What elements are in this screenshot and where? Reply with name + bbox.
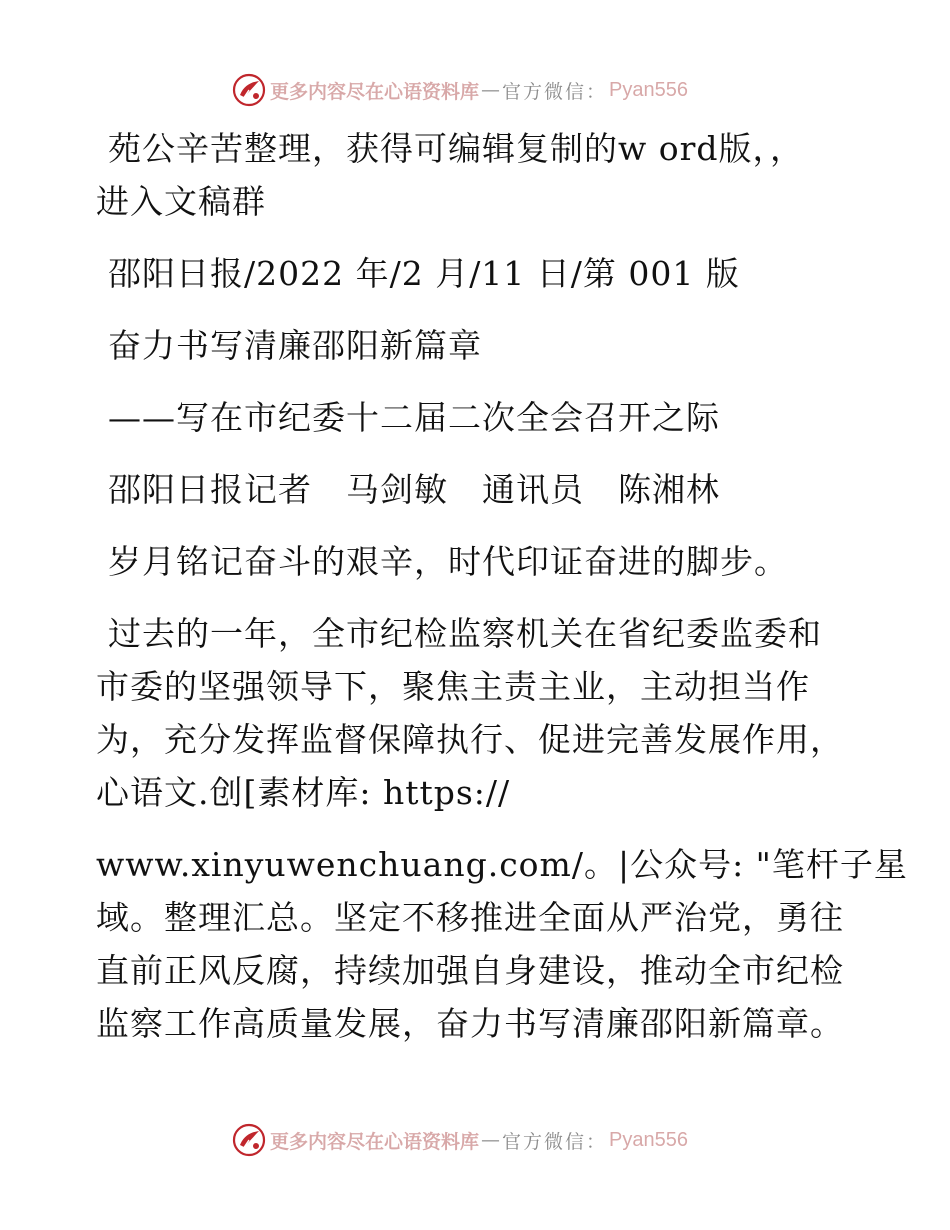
paragraph-line: www.xinyuwenchuang.com/。|公众号: "笔杆子星 xyxy=(96,845,908,884)
watermark-dash: — xyxy=(481,79,501,101)
article-body xyxy=(96,122,908,1050)
paragraph-line: 过去的一年，全市纪检监察机关在省纪委监委和 xyxy=(108,614,822,653)
paragraph-line: 心语文.创[素材库: https:// xyxy=(96,773,511,812)
byline: 邵阳日报记者 马剑敏 通讯员 陈湘林 xyxy=(108,470,720,509)
paragraph-line: 直前正风反腐，持续加强自身建设，推动全市纪检 xyxy=(96,951,844,990)
watermark-main-text: 更多内容尽在心语资料库 xyxy=(270,80,480,103)
brand-logo-icon xyxy=(232,73,266,107)
paragraph-line: 市委的坚强领导下，聚焦主责主业，主动担当作 xyxy=(96,667,810,706)
paragraph-line: 为，充分发挥监督保障执行、促进完善发展作用， xyxy=(96,720,844,759)
intro-line-continued: 进入文稿群 xyxy=(96,182,266,221)
watermark-wechat-id: Pyan556 xyxy=(609,1128,688,1151)
watermark-wechat-label: 官方微信： xyxy=(502,80,608,103)
watermark-wechat-label: 官方微信： xyxy=(502,1130,608,1153)
source-line: 邵阳日报/2022 年/2 月/11 日/第 001 版 xyxy=(108,254,740,293)
article-title: 奋力书写清廉邵阳新篇章 xyxy=(108,326,482,365)
watermark-wechat-id: Pyan556 xyxy=(609,78,688,101)
intro-line: 苑公辛苦整理，获得可编辑复制的w ord版，， xyxy=(108,129,805,168)
article-subtitle: ——写在市纪委十二届二次全会召开之际 xyxy=(108,398,720,437)
lead-sentence: 岁月铭记奋斗的艰辛，时代印证奋进的脚步。 xyxy=(108,542,788,581)
watermark-dash: — xyxy=(481,1129,501,1151)
brand-logo-icon xyxy=(232,1123,266,1157)
header-watermark xyxy=(232,72,688,108)
watermark-main-text: 更多内容尽在心语资料库 xyxy=(270,1130,480,1153)
paragraph-line: 监察工作高质量发展，奋力书写清廉邵阳新篇章。 xyxy=(96,1004,844,1043)
paragraph-line: 域。整理汇总。坚定不移推进全面从严治党，勇往 xyxy=(96,898,844,937)
footer-watermark xyxy=(232,1122,688,1158)
